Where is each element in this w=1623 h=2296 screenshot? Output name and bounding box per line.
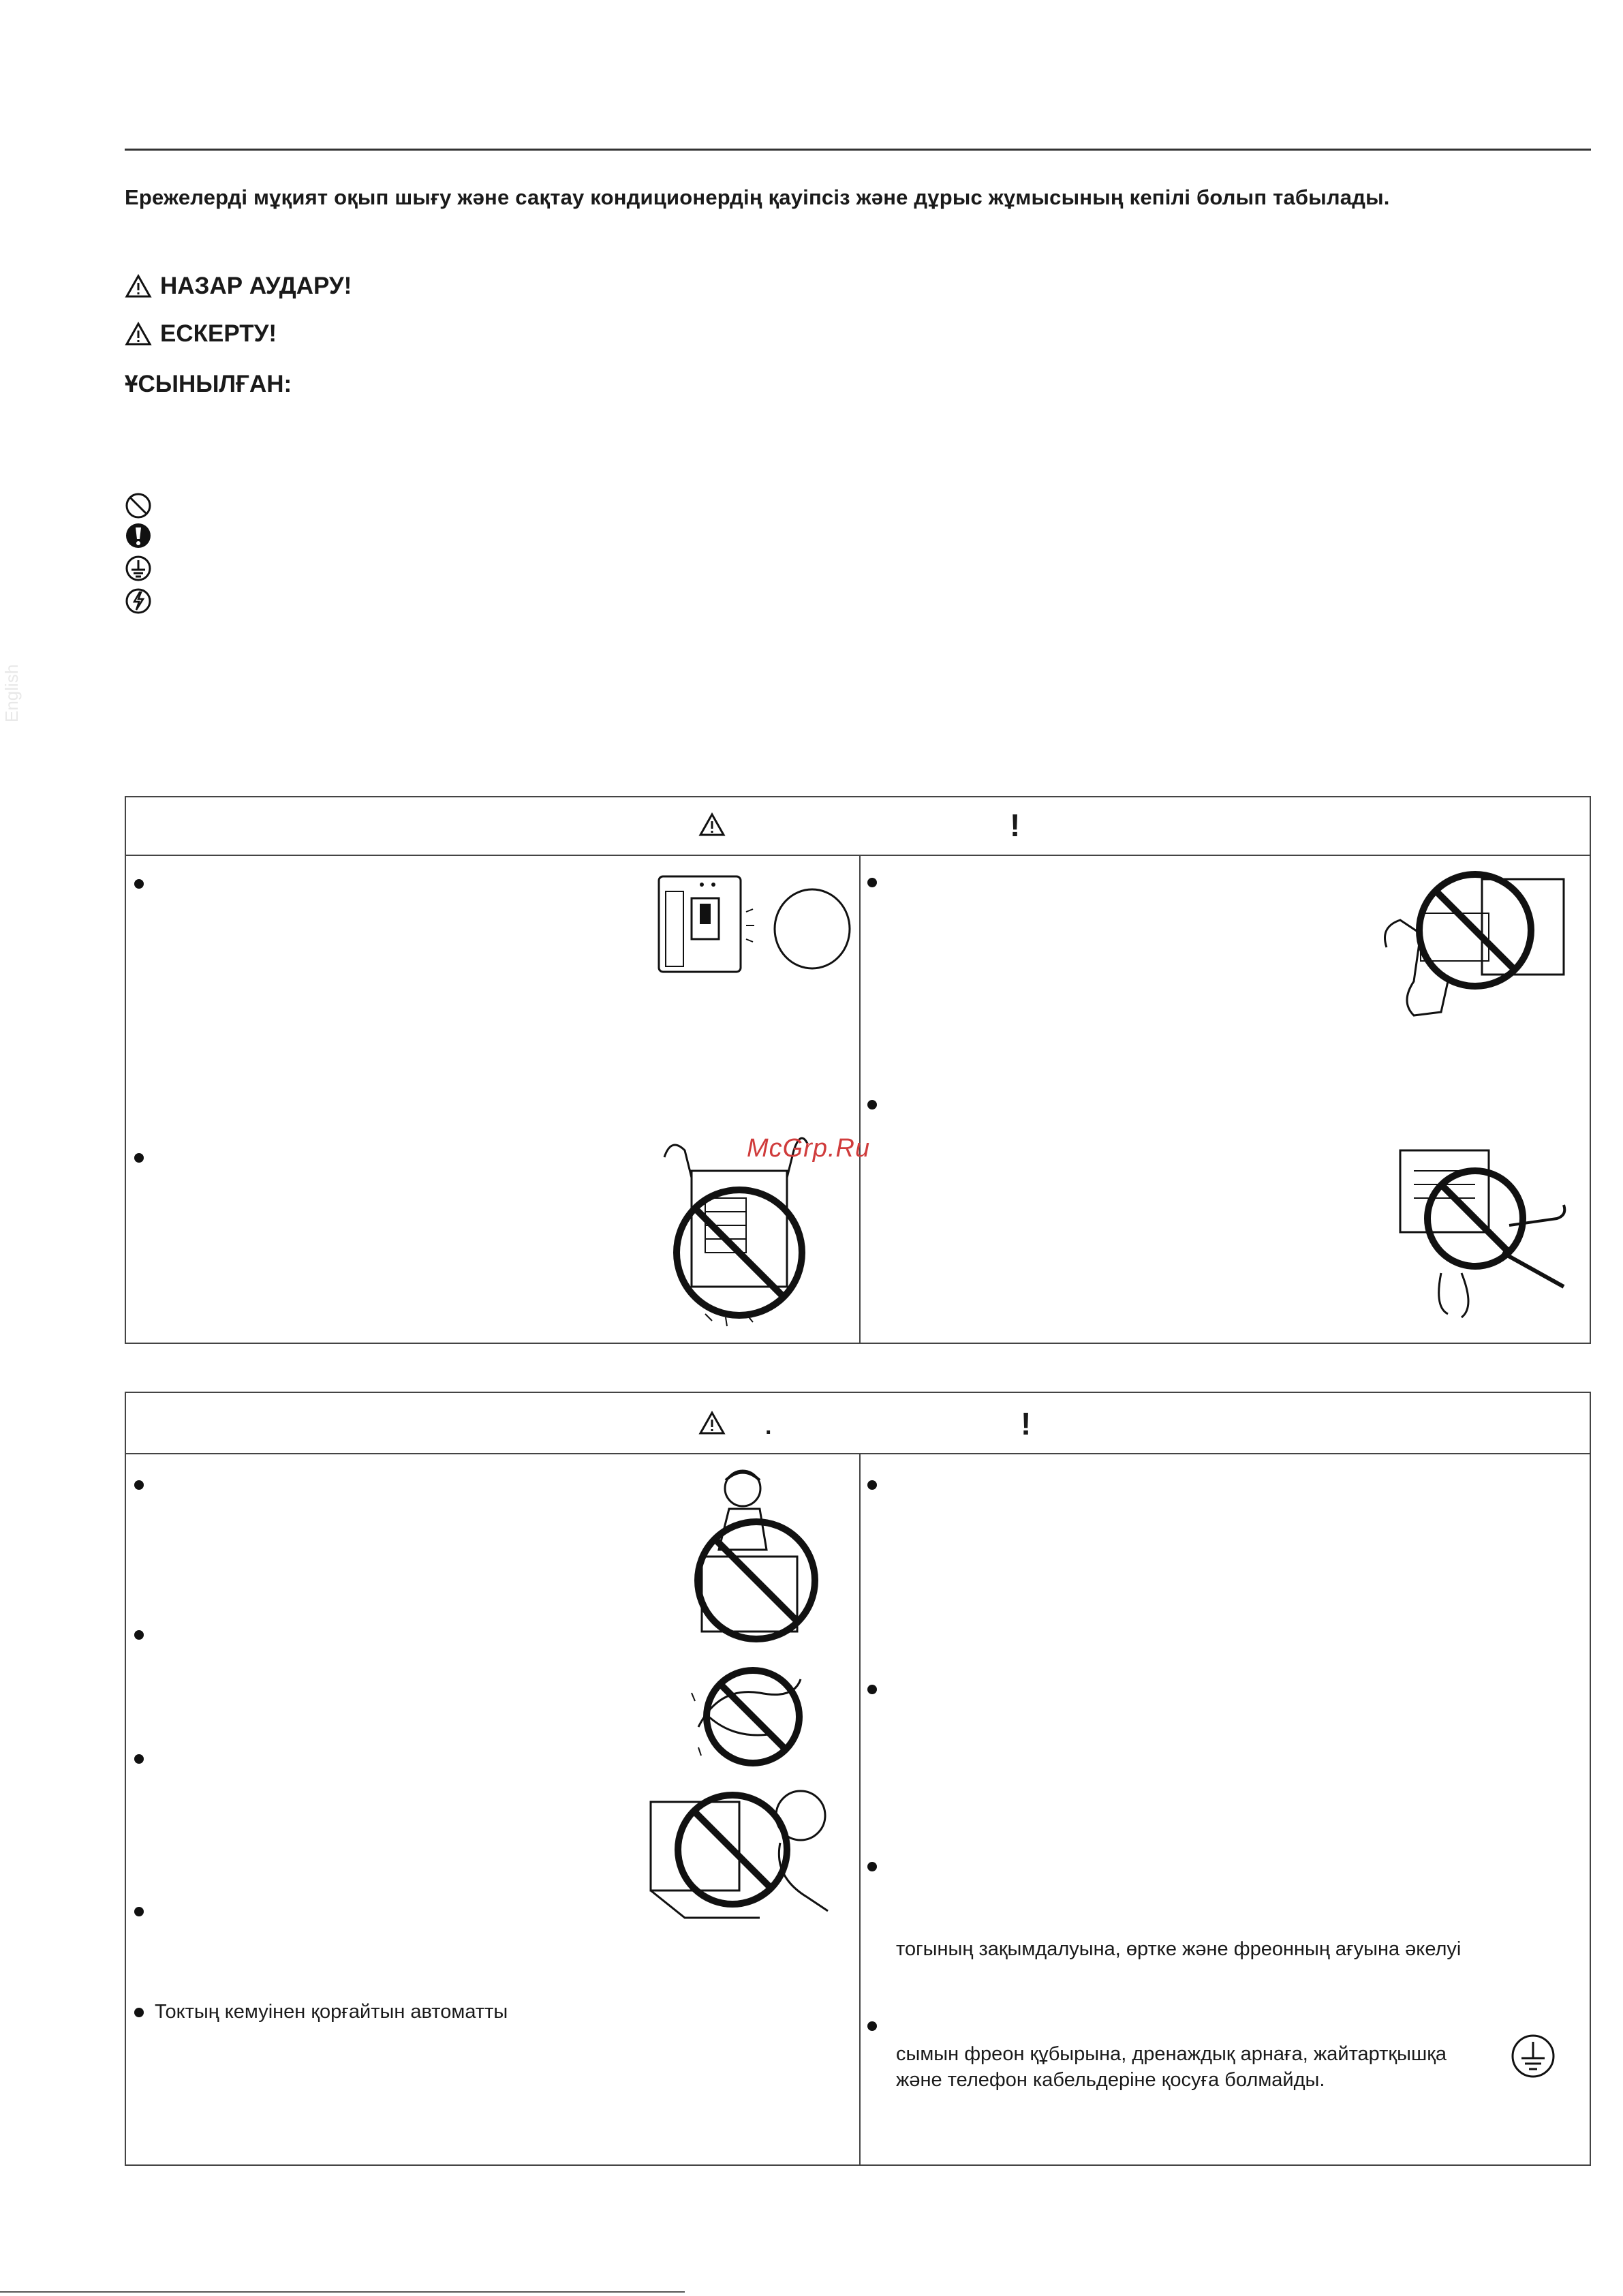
bullet-dot (134, 1153, 144, 1163)
earth-ground-symbol-icon (125, 555, 152, 582)
bullet-dot (134, 1480, 144, 1490)
attention-header-mark: ! (1010, 808, 1021, 843)
grounding-text-line-2: және телефон кабельдеріне қосуға болмайды. (896, 2069, 1325, 2091)
label-caution (125, 320, 277, 348)
caution-box-header (126, 1393, 1590, 1454)
earth-ground-symbol-icon (1509, 2032, 1557, 2080)
bullet-dot (134, 1630, 144, 1640)
caution-header-mark: ! (1021, 1406, 1032, 1441)
warning-triangle-icon (698, 812, 726, 837)
damage-warning-text: тогының зақымдалуына, өртке және фреонның ағуына әкелуі (896, 1938, 1462, 1960)
bullet-dot (134, 1907, 144, 1916)
no-standing-on-unit-illustration (678, 1461, 828, 1652)
electric-shock-symbol-icon (125, 587, 152, 615)
bullet-dot (867, 1480, 877, 1490)
caution-header-dot: . (765, 1413, 772, 1439)
bullet-dot (867, 1685, 877, 1694)
prohibited-symbol-icon (125, 492, 152, 519)
watermark: McGrp.Ru (747, 1134, 871, 1163)
attention-box (125, 796, 1591, 1344)
label-attention-text: НАЗАР АУДАРУ! (160, 273, 352, 299)
caution-box-divider (859, 1454, 861, 2166)
label-recommended-text: ҰСЫНЫЛҒАН: (125, 371, 292, 397)
circuit-breaker-illustration (651, 871, 855, 980)
bullet-dot (134, 1754, 144, 1764)
no-cutting-wires-illustration (644, 1775, 841, 1938)
no-self-repair-illustration (1373, 1130, 1577, 1328)
no-climbing-unit-illustration (1373, 866, 1577, 1022)
mandatory-symbol-icon (125, 522, 152, 549)
no-wet-hands-illustration (678, 1652, 821, 1775)
label-recommended (125, 371, 292, 398)
bullet-dot (867, 878, 877, 887)
caution-box (125, 1392, 1591, 2166)
attention-box-divider (859, 856, 861, 1344)
grounding-text-line-1: сымын фреон құбырына, дренаждық арнаға, жайтартқышқа (896, 2043, 1447, 2065)
bullet-dot (867, 1862, 877, 1871)
bullet-dot (867, 2021, 877, 2031)
bullet-dot (134, 879, 144, 889)
top-rule (125, 149, 1591, 151)
attention-box-header (126, 797, 1590, 856)
bullet-dot (134, 2008, 144, 2017)
intro-text: Ережелерді мұқият оқып шығу және сақтау кондиционердің қауіпсіз және дұрыс жұмысының кепілі болып табылады. (125, 185, 1390, 209)
bullet-dot (867, 1100, 877, 1109)
warning-triangle-icon (125, 322, 152, 346)
rcd-breaker-text: Токтың кемуінен қорғайтын автоматты (155, 2001, 508, 2023)
warning-triangle-icon (125, 274, 152, 299)
side-language-tab: English (1, 664, 22, 722)
bottom-rule (0, 2291, 685, 2293)
label-caution-text: ЕСКЕРТУ! (160, 320, 277, 347)
warning-triangle-icon (698, 1411, 726, 1435)
label-attention (125, 273, 352, 300)
